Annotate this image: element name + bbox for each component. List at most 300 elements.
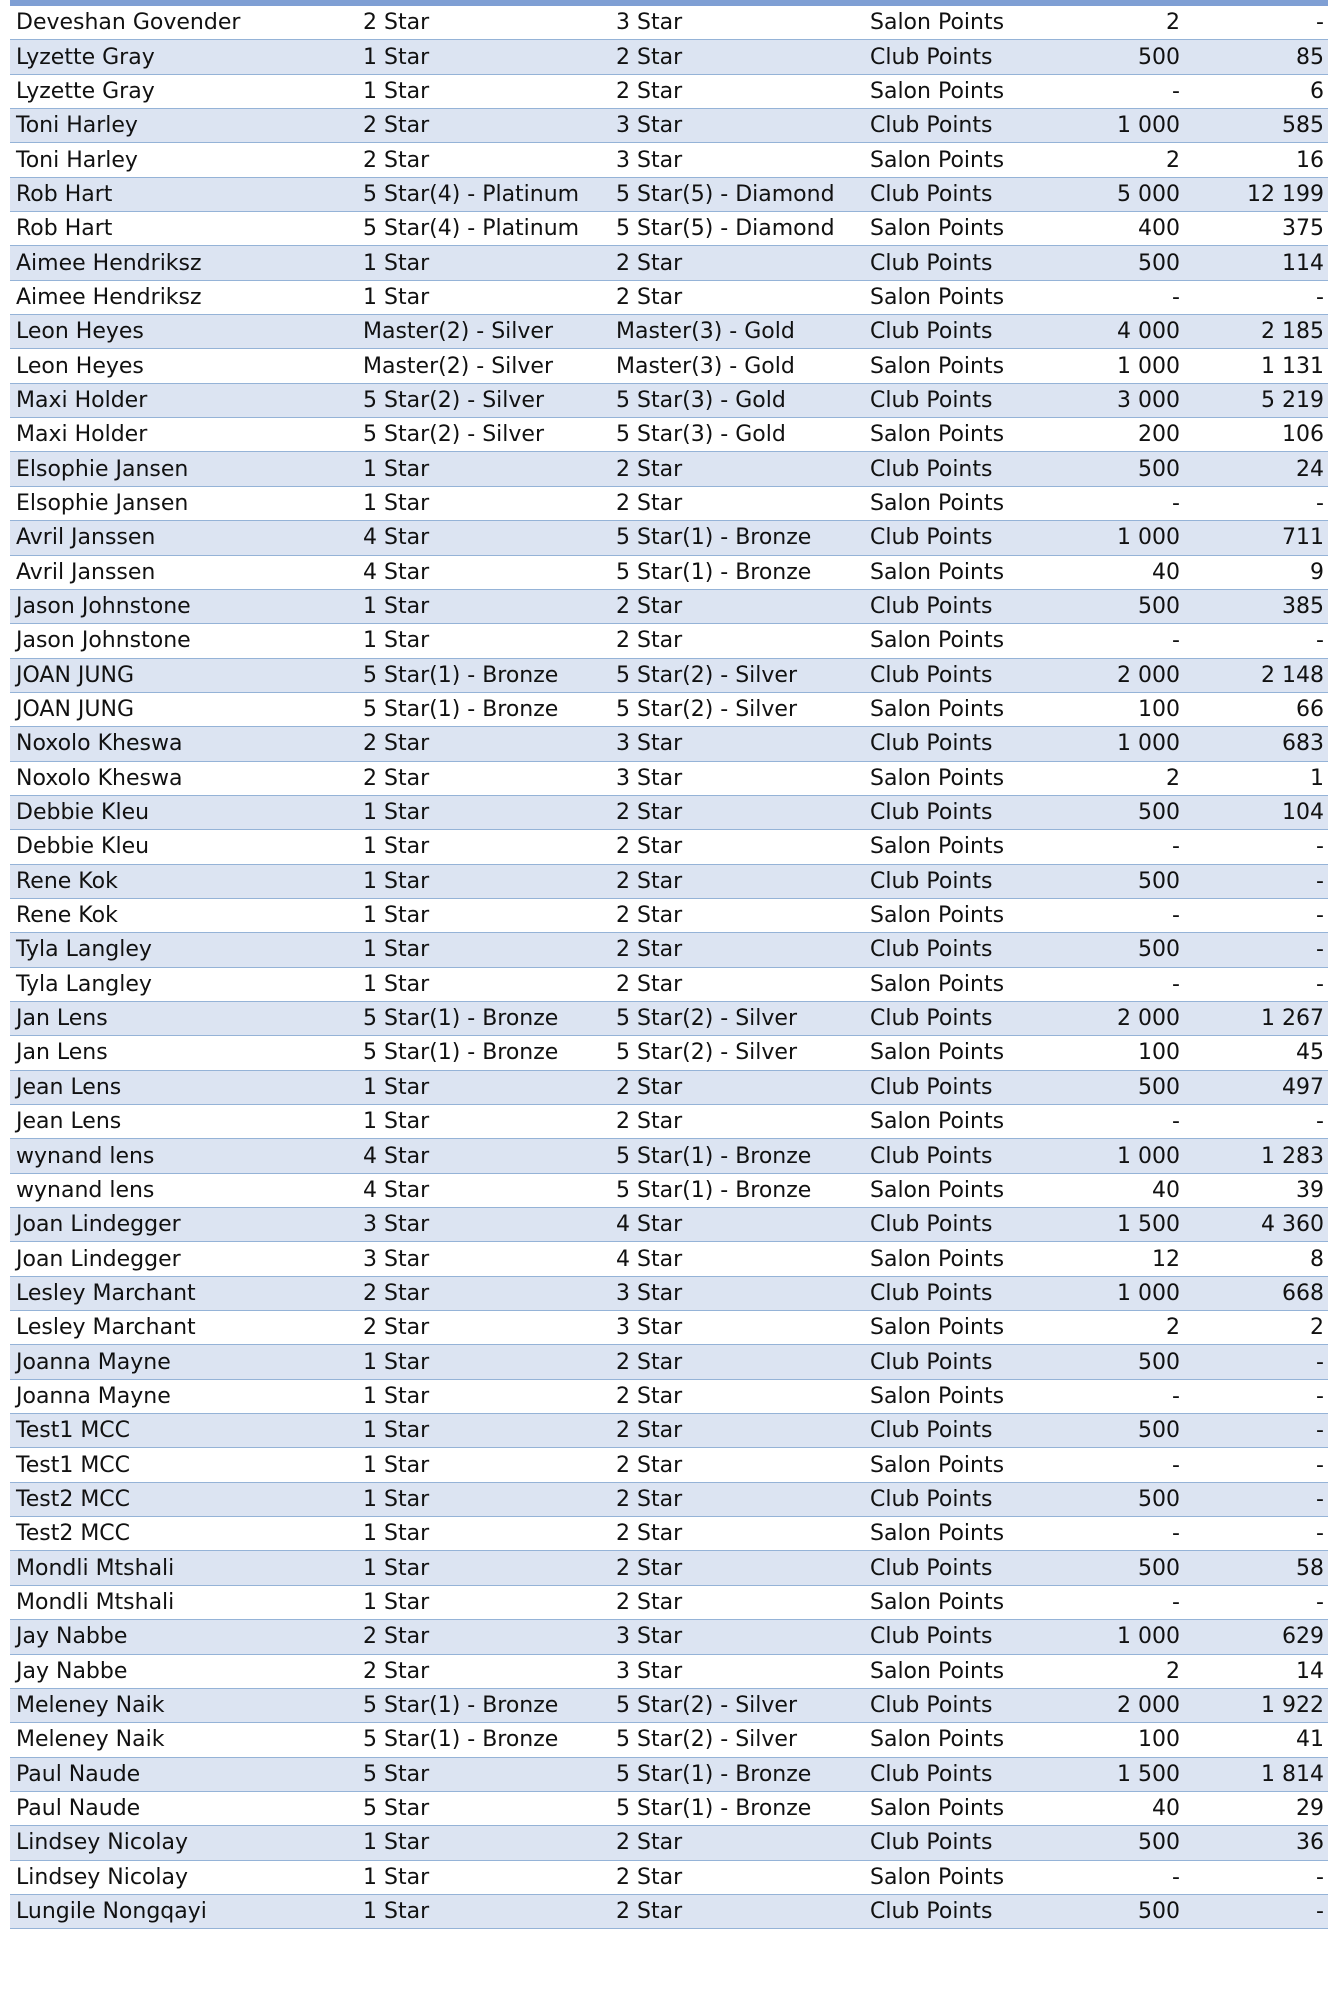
current-level-cell: 1 Star: [363, 1830, 430, 1856]
points-type-cell: Club Points: [870, 113, 993, 139]
table-row[interactable]: [10, 246, 1328, 280]
points-table: [10, 0, 1328, 1929]
next-level-cell: 5 Star(2) - Silver: [616, 1693, 797, 1719]
table-row[interactable]: [10, 1208, 1328, 1242]
member-name-cell: Tyla Langley: [16, 971, 152, 997]
current-level-cell: 5 Star(1) - Bronze: [363, 1693, 559, 1719]
target-points-cell: -: [1172, 1521, 1180, 1547]
table-row[interactable]: [10, 1002, 1328, 1036]
points-type-cell: Club Points: [870, 868, 993, 894]
table-row[interactable]: [10, 1517, 1328, 1551]
member-name-cell: Toni Harley: [16, 113, 138, 139]
member-name-cell: Leon Heyes: [16, 319, 144, 345]
points-type-cell: Club Points: [870, 1280, 993, 1306]
points-type-cell: Club Points: [870, 731, 993, 757]
current-level-cell: 5 Star(1) - Bronze: [363, 662, 559, 688]
next-level-cell: 5 Star(5) - Diamond: [616, 181, 835, 207]
earned-points-cell: -: [1316, 1418, 1324, 1444]
target-points-cell: 12: [1152, 1246, 1180, 1272]
points-type-cell: Salon Points: [870, 78, 1005, 104]
current-level-cell: 2 Star: [363, 731, 430, 757]
earned-points-cell: 29: [1296, 1796, 1324, 1822]
target-points-cell: 500: [1138, 937, 1180, 963]
target-points-cell: -: [1172, 1383, 1180, 1409]
table-row[interactable]: [10, 143, 1328, 177]
earned-points-cell: -: [1316, 10, 1324, 36]
next-level-cell: 5 Star(1) - Bronze: [616, 1761, 812, 1787]
member-name-cell: Jean Lens: [16, 1074, 122, 1100]
current-level-cell: 2 Star: [363, 765, 430, 791]
points-type-cell: Club Points: [870, 1693, 993, 1719]
current-level-cell: 1 Star: [363, 1486, 430, 1512]
earned-points-cell: -: [1316, 868, 1324, 894]
table-row[interactable]: [10, 1414, 1328, 1448]
points-type-cell: Salon Points: [870, 1177, 1005, 1203]
next-level-cell: 2 Star: [616, 250, 683, 276]
table-row[interactable]: [10, 1311, 1328, 1345]
table-row[interactable]: [10, 762, 1328, 796]
next-level-cell: 3 Star: [616, 10, 683, 36]
target-points-cell: 40: [1152, 1796, 1180, 1822]
earned-points-cell: 66: [1296, 697, 1324, 723]
target-points-cell: 500: [1138, 1555, 1180, 1581]
next-level-cell: 2 Star: [616, 1383, 683, 1409]
table-row[interactable]: [10, 1483, 1328, 1517]
points-type-cell: Salon Points: [870, 1383, 1005, 1409]
table-row[interactable]: [10, 865, 1328, 899]
target-points-cell: 1 000: [1117, 1624, 1180, 1650]
current-level-cell: Master(2) - Silver: [363, 319, 554, 345]
points-type-cell: Salon Points: [870, 1658, 1005, 1684]
target-points-cell: 2: [1166, 1658, 1180, 1684]
next-level-cell: 3 Star: [616, 731, 683, 757]
target-points-cell: 1 000: [1117, 113, 1180, 139]
table-row[interactable]: [10, 1723, 1328, 1757]
earned-points-cell: -: [1316, 490, 1324, 516]
earned-points-cell: -: [1316, 284, 1324, 310]
target-points-cell: 1 500: [1117, 1212, 1180, 1238]
current-level-cell: 1 Star: [363, 594, 430, 620]
next-level-cell: 5 Star(2) - Silver: [616, 1006, 797, 1032]
table-row[interactable]: [10, 109, 1328, 143]
current-level-cell: 5 Star(1) - Bronze: [363, 1006, 559, 1032]
current-level-cell: 1 Star: [363, 1074, 430, 1100]
current-level-cell: 5 Star(2) - Silver: [363, 422, 544, 448]
next-level-cell: 2 Star: [616, 1452, 683, 1478]
points-type-cell: Salon Points: [870, 422, 1005, 448]
member-name-cell: wynand lens: [16, 1143, 155, 1169]
member-name-cell: Jan Lens: [16, 1040, 108, 1066]
member-name-cell: Jason Johnstone: [16, 628, 191, 654]
member-name-cell: Test2 MCC: [16, 1486, 131, 1512]
member-name-cell: Test2 MCC: [16, 1521, 131, 1547]
current-level-cell: 2 Star: [363, 147, 430, 173]
table-row[interactable]: [10, 452, 1328, 486]
next-level-cell: 2 Star: [616, 78, 683, 104]
points-type-cell: Club Points: [870, 1418, 993, 1444]
current-level-cell: 1 Star: [363, 903, 430, 929]
next-level-cell: 5 Star(2) - Silver: [616, 1727, 797, 1753]
member-name-cell: Noxolo Kheswa: [16, 731, 183, 757]
earned-points-cell: 2 148: [1261, 662, 1324, 688]
member-name-cell: Maxi Holder: [16, 422, 148, 448]
points-type-cell: Club Points: [870, 1143, 993, 1169]
member-name-cell: Jason Johnstone: [16, 594, 191, 620]
member-name-cell: Avril Janssen: [16, 559, 156, 585]
member-name-cell: Lindsey Nicolay: [16, 1830, 189, 1856]
member-name-cell: Joanna Mayne: [16, 1383, 171, 1409]
earned-points-cell: 629: [1282, 1624, 1324, 1650]
points-type-cell: Salon Points: [870, 1452, 1005, 1478]
points-type-cell: Club Points: [870, 594, 993, 620]
current-level-cell: 5 Star(4) - Platinum: [363, 181, 580, 207]
next-level-cell: 3 Star: [616, 1315, 683, 1341]
member-name-cell: Elsophie Jansen: [16, 490, 189, 516]
target-points-cell: 2 000: [1117, 1693, 1180, 1719]
table-row[interactable]: [10, 1448, 1328, 1482]
table-row[interactable]: [10, 40, 1328, 74]
current-level-cell: 2 Star: [363, 1658, 430, 1684]
points-type-cell: Salon Points: [870, 1521, 1005, 1547]
table-row[interactable]: [10, 624, 1328, 658]
table-row[interactable]: [10, 796, 1328, 830]
next-level-cell: 3 Star: [616, 1624, 683, 1650]
member-name-cell: Paul Naude: [16, 1761, 141, 1787]
table-row[interactable]: [10, 487, 1328, 521]
table-row[interactable]: [10, 1174, 1328, 1208]
table-row[interactable]: [10, 1620, 1328, 1654]
earned-points-cell: 585: [1282, 113, 1324, 139]
target-points-cell: 2: [1166, 765, 1180, 791]
next-level-cell: 5 Star(1) - Bronze: [616, 1796, 812, 1822]
table-row[interactable]: [10, 1551, 1328, 1585]
current-level-cell: 2 Star: [363, 1624, 430, 1650]
member-name-cell: wynand lens: [16, 1177, 155, 1203]
table-row[interactable]: [10, 521, 1328, 555]
member-name-cell: Tyla Langley: [16, 937, 152, 963]
member-name-cell: Leon Heyes: [16, 353, 144, 379]
earned-points-cell: 12 199: [1247, 181, 1324, 207]
target-points-cell: -: [1172, 490, 1180, 516]
current-level-cell: 5 Star: [363, 1796, 430, 1822]
table-row[interactable]: [10, 1689, 1328, 1723]
target-points-cell: 500: [1138, 1349, 1180, 1375]
current-level-cell: 5 Star: [363, 1761, 430, 1787]
current-level-cell: 1 Star: [363, 456, 430, 482]
earned-points-cell: 375: [1282, 216, 1324, 242]
earned-points-cell: -: [1316, 1486, 1324, 1512]
earned-points-cell: -: [1316, 1452, 1324, 1478]
table-row[interactable]: [10, 556, 1328, 590]
points-type-cell: Club Points: [870, 181, 993, 207]
points-type-cell: Salon Points: [870, 10, 1005, 36]
member-name-cell: Avril Janssen: [16, 525, 156, 551]
next-level-cell: 4 Star: [616, 1212, 683, 1238]
table-row[interactable]: [10, 1826, 1328, 1860]
current-level-cell: 1 Star: [363, 628, 430, 654]
target-points-cell: 1 000: [1117, 1280, 1180, 1306]
table-row[interactable]: [10, 1655, 1328, 1689]
table-row[interactable]: [10, 349, 1328, 383]
earned-points-cell: 4 360: [1261, 1212, 1324, 1238]
points-type-cell: Club Points: [870, 319, 993, 345]
member-name-cell: Debbie Kleu: [16, 800, 150, 826]
points-type-cell: Club Points: [870, 44, 993, 70]
member-name-cell: Meleney Naik: [16, 1727, 165, 1753]
earned-points-cell: -: [1316, 834, 1324, 860]
member-name-cell: Deveshan Govender: [16, 10, 241, 36]
table-row[interactable]: [10, 315, 1328, 349]
member-name-cell: Jan Lens: [16, 1006, 108, 1032]
target-points-cell: -: [1172, 971, 1180, 997]
table-row[interactable]: [10, 1345, 1328, 1379]
current-level-cell: 1 Star: [363, 1589, 430, 1615]
current-level-cell: 4 Star: [363, 559, 430, 585]
target-points-cell: 100: [1138, 1040, 1180, 1066]
earned-points-cell: 9: [1310, 559, 1324, 585]
member-name-cell: Rene Kok: [16, 903, 118, 929]
next-level-cell: 2 Star: [616, 1349, 683, 1375]
table-row[interactable]: [10, 384, 1328, 418]
table-body: [10, 6, 1328, 1929]
next-level-cell: 5 Star(1) - Bronze: [616, 1143, 812, 1169]
member-name-cell: Lungile Nongqayi: [16, 1899, 207, 1925]
member-name-cell: Toni Harley: [16, 147, 138, 173]
target-points-cell: 500: [1138, 594, 1180, 620]
target-points-cell: -: [1172, 1864, 1180, 1890]
table-row[interactable]: [10, 590, 1328, 624]
points-type-cell: Salon Points: [870, 1246, 1005, 1272]
target-points-cell: -: [1172, 834, 1180, 860]
current-level-cell: 4 Star: [363, 1143, 430, 1169]
member-name-cell: Lindsey Nicolay: [16, 1864, 189, 1890]
table-row[interactable]: [10, 1139, 1328, 1173]
points-type-cell: Club Points: [870, 1830, 993, 1856]
next-level-cell: 2 Star: [616, 1589, 683, 1615]
next-level-cell: 2 Star: [616, 834, 683, 860]
next-level-cell: 2 Star: [616, 490, 683, 516]
target-points-cell: 2: [1166, 1315, 1180, 1341]
next-level-cell: 5 Star(2) - Silver: [616, 697, 797, 723]
next-level-cell: 2 Star: [616, 800, 683, 826]
table-row[interactable]: [10, 178, 1328, 212]
earned-points-cell: 104: [1282, 800, 1324, 826]
table-row[interactable]: [10, 75, 1328, 109]
current-level-cell: 3 Star: [363, 1212, 430, 1238]
current-level-cell: 4 Star: [363, 1177, 430, 1203]
points-type-cell: Club Points: [870, 387, 993, 413]
earned-points-cell: 668: [1282, 1280, 1324, 1306]
earned-points-cell: 1 267: [1261, 1006, 1324, 1032]
points-type-cell: Club Points: [870, 1761, 993, 1787]
next-level-cell: 2 Star: [616, 628, 683, 654]
earned-points-cell: -: [1316, 937, 1324, 963]
table-row[interactable]: [10, 1895, 1328, 1929]
points-type-cell: Salon Points: [870, 765, 1005, 791]
earned-points-cell: -: [1316, 971, 1324, 997]
next-level-cell: 3 Star: [616, 113, 683, 139]
next-level-cell: 3 Star: [616, 147, 683, 173]
next-level-cell: 2 Star: [616, 1109, 683, 1135]
table-row[interactable]: [10, 6, 1328, 40]
member-name-cell: Jay Nabbe: [16, 1658, 128, 1684]
current-level-cell: 1 Star: [363, 1418, 430, 1444]
table-row[interactable]: [10, 1036, 1328, 1070]
target-points-cell: 2 000: [1117, 662, 1180, 688]
points-type-cell: Salon Points: [870, 1796, 1005, 1822]
earned-points-cell: -: [1316, 1521, 1324, 1547]
earned-points-cell: 1 283: [1261, 1143, 1324, 1169]
next-level-cell: 5 Star(3) - Gold: [616, 387, 786, 413]
next-level-cell: 5 Star(3) - Gold: [616, 422, 786, 448]
target-points-cell: 1 000: [1117, 1143, 1180, 1169]
points-type-cell: Salon Points: [870, 834, 1005, 860]
next-level-cell: 5 Star(1) - Bronze: [616, 559, 812, 585]
table-row[interactable]: [10, 1861, 1328, 1895]
earned-points-cell: 85: [1296, 44, 1324, 70]
next-level-cell: 2 Star: [616, 1830, 683, 1856]
table-row[interactable]: [10, 418, 1328, 452]
earned-points-cell: -: [1316, 1899, 1324, 1925]
table-row[interactable]: [10, 1380, 1328, 1414]
current-level-cell: 5 Star(1) - Bronze: [363, 697, 559, 723]
member-name-cell: Aimee Hendriksz: [16, 250, 202, 276]
target-points-cell: 500: [1138, 868, 1180, 894]
target-points-cell: 100: [1138, 1727, 1180, 1753]
next-level-cell: 2 Star: [616, 1864, 683, 1890]
member-name-cell: Jay Nabbe: [16, 1624, 128, 1650]
earned-points-cell: 2: [1310, 1315, 1324, 1341]
next-level-cell: 2 Star: [616, 1074, 683, 1100]
earned-points-cell: 2 185: [1261, 319, 1324, 345]
next-level-cell: 2 Star: [616, 971, 683, 997]
member-name-cell: Joan Lindegger: [16, 1246, 181, 1272]
table-row[interactable]: [10, 830, 1328, 864]
earned-points-cell: 58: [1296, 1555, 1324, 1581]
points-type-cell: Club Points: [870, 800, 993, 826]
current-level-cell: 1 Star: [363, 250, 430, 276]
points-type-cell: Salon Points: [870, 971, 1005, 997]
points-type-cell: Club Points: [870, 1555, 993, 1581]
next-level-cell: 2 Star: [616, 594, 683, 620]
member-name-cell: Mondli Mtshali: [16, 1589, 175, 1615]
table-row[interactable]: [10, 1758, 1328, 1792]
earned-points-cell: 1: [1310, 765, 1324, 791]
member-name-cell: Joanna Mayne: [16, 1349, 171, 1375]
table-row[interactable]: [10, 968, 1328, 1002]
table-row[interactable]: [10, 1071, 1328, 1105]
current-level-cell: 1 Star: [363, 1452, 430, 1478]
target-points-cell: 1 000: [1117, 731, 1180, 757]
target-points-cell: 2: [1166, 147, 1180, 173]
next-level-cell: 2 Star: [616, 1521, 683, 1547]
table-row[interactable]: [10, 1792, 1328, 1826]
points-type-cell: Salon Points: [870, 147, 1005, 173]
target-points-cell: 4 000: [1117, 319, 1180, 345]
table-row[interactable]: [10, 899, 1328, 933]
table-row[interactable]: [10, 659, 1328, 693]
earned-points-cell: 39: [1296, 1177, 1324, 1203]
next-level-cell: 3 Star: [616, 1280, 683, 1306]
next-level-cell: 2 Star: [616, 1418, 683, 1444]
target-points-cell: -: [1172, 1589, 1180, 1615]
table-row[interactable]: [10, 693, 1328, 727]
current-level-cell: 2 Star: [363, 113, 430, 139]
current-level-cell: 2 Star: [363, 10, 430, 36]
points-type-cell: Salon Points: [870, 353, 1005, 379]
target-points-cell: 500: [1138, 250, 1180, 276]
target-points-cell: 40: [1152, 1177, 1180, 1203]
earned-points-cell: -: [1316, 1864, 1324, 1890]
points-type-cell: Salon Points: [870, 1315, 1005, 1341]
points-type-cell: Club Points: [870, 456, 993, 482]
next-level-cell: 5 Star(1) - Bronze: [616, 525, 812, 551]
current-level-cell: 1 Star: [363, 1349, 430, 1375]
points-type-cell: Salon Points: [870, 903, 1005, 929]
earned-points-cell: 14: [1296, 1658, 1324, 1684]
table-row[interactable]: [10, 933, 1328, 967]
table-row[interactable]: [10, 1277, 1328, 1311]
earned-points-cell: 683: [1282, 731, 1324, 757]
current-level-cell: 1 Star: [363, 868, 430, 894]
current-level-cell: 5 Star(2) - Silver: [363, 387, 544, 413]
next-level-cell: 2 Star: [616, 903, 683, 929]
points-type-cell: Club Points: [870, 662, 993, 688]
member-name-cell: Lyzette Gray: [16, 78, 155, 104]
target-points-cell: 1 000: [1117, 353, 1180, 379]
target-points-cell: 500: [1138, 1830, 1180, 1856]
table-row[interactable]: [10, 281, 1328, 315]
current-level-cell: 1 Star: [363, 1555, 430, 1581]
member-name-cell: Lesley Marchant: [16, 1280, 196, 1306]
member-name-cell: Meleney Naik: [16, 1693, 165, 1719]
next-level-cell: 3 Star: [616, 765, 683, 791]
target-points-cell: -: [1172, 1109, 1180, 1135]
target-points-cell: 1 000: [1117, 525, 1180, 551]
earned-points-cell: -: [1316, 1349, 1324, 1375]
points-type-cell: Club Points: [870, 1006, 993, 1032]
current-level-cell: 1 Star: [363, 1383, 430, 1409]
earned-points-cell: 497: [1282, 1074, 1324, 1100]
table-row[interactable]: [10, 1586, 1328, 1620]
target-points-cell: 500: [1138, 456, 1180, 482]
points-type-cell: Club Points: [870, 1349, 993, 1375]
target-points-cell: 500: [1138, 1486, 1180, 1512]
member-name-cell: Rene Kok: [16, 868, 118, 894]
earned-points-cell: -: [1316, 628, 1324, 654]
points-type-cell: Club Points: [870, 1899, 993, 1925]
points-type-cell: Club Points: [870, 1624, 993, 1650]
table-row[interactable]: [10, 727, 1328, 761]
table-row[interactable]: [10, 212, 1328, 246]
target-points-cell: 100: [1138, 697, 1180, 723]
table-row[interactable]: [10, 1242, 1328, 1276]
current-level-cell: 1 Star: [363, 44, 430, 70]
points-type-cell: Salon Points: [870, 1864, 1005, 1890]
member-name-cell: Joan Lindegger: [16, 1212, 181, 1238]
points-type-cell: Salon Points: [870, 284, 1005, 310]
points-type-cell: Club Points: [870, 1486, 993, 1512]
member-name-cell: Noxolo Kheswa: [16, 765, 183, 791]
earned-points-cell: 1 131: [1261, 353, 1324, 379]
points-type-cell: Salon Points: [870, 1040, 1005, 1066]
next-level-cell: 2 Star: [616, 1555, 683, 1581]
next-level-cell: 5 Star(2) - Silver: [616, 662, 797, 688]
table-row[interactable]: [10, 1105, 1328, 1139]
next-level-cell: 2 Star: [616, 284, 683, 310]
member-name-cell: Jean Lens: [16, 1109, 122, 1135]
earned-points-cell: 385: [1282, 594, 1324, 620]
